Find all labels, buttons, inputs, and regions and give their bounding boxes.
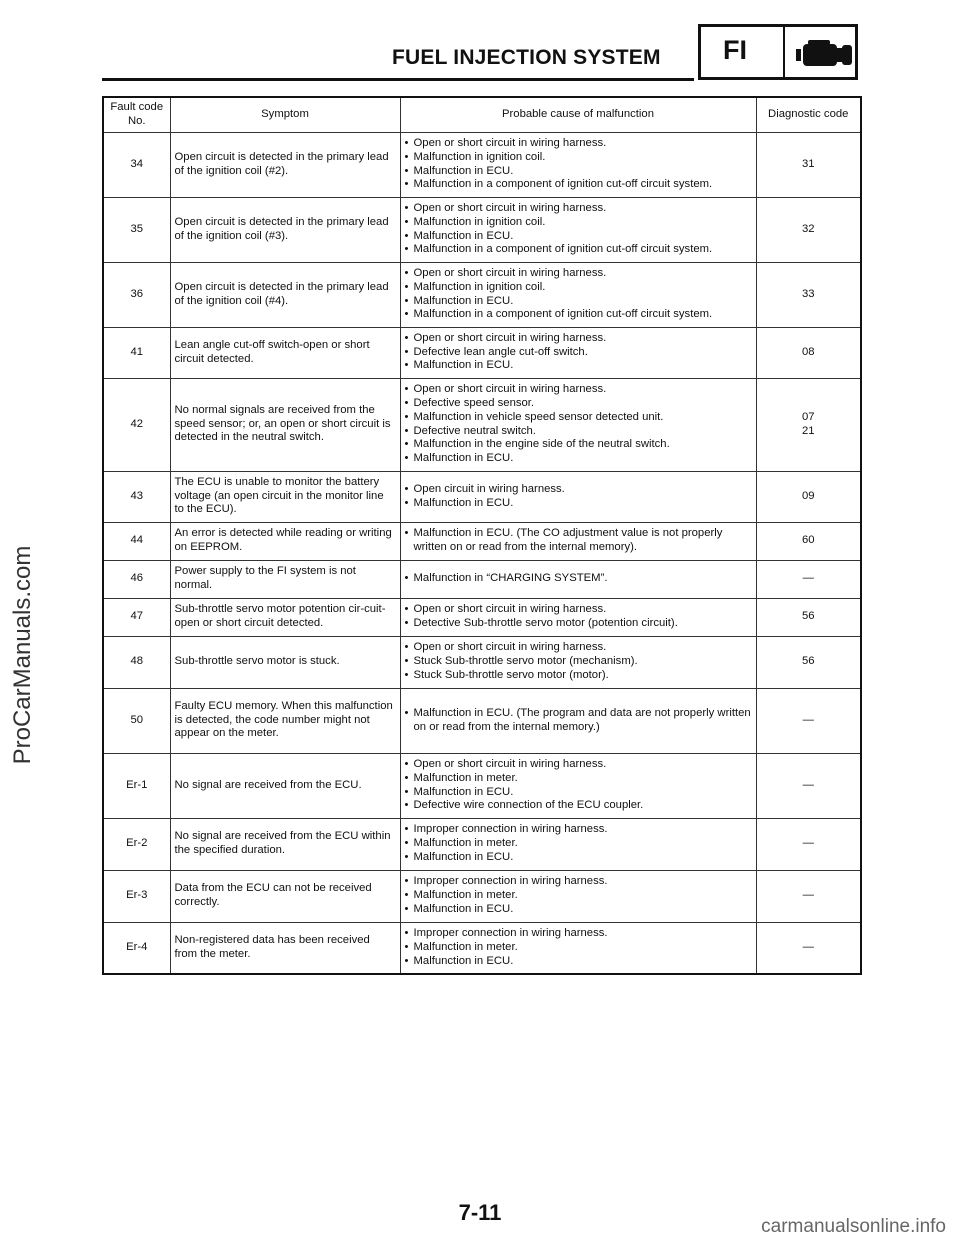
fault-code-cell: 44 [103,522,170,560]
diagnostic-code-cell [756,870,861,922]
side-watermark [0,0,48,1242]
cause-item: • Malfunction in ECU. [405,955,752,969]
table-row [103,378,861,471]
fault-code-cell: 41 [103,327,170,378]
cause-item: • Malfunction in ECU. [405,851,752,865]
cause-item: • Improper connection in wiring harness. [405,823,752,837]
diagnostic-code: — [802,940,814,953]
cause-item: • Improper connection in wiring harness. [405,927,752,941]
cause-list [405,332,752,373]
column-header-symptom: Symptom [170,97,400,132]
diagnostic-code: — [802,713,814,726]
cause-item: • Malfunction in vehicle speed sensor detected unit. [405,411,752,425]
side-watermark-text: ProCarManuals.com [9,545,36,765]
diagnostic-code-cell [756,922,861,974]
cause-item: • Malfunction in ignition coil. [405,281,752,295]
cause-item: • Malfunction in ignition coil. [405,151,752,165]
cause-item: • Open or short circuit in wiring harness. [405,758,752,772]
probable-cause-cell [400,378,756,471]
cause-list [405,641,752,682]
probable-cause-cell [400,598,756,636]
table-row [103,327,861,378]
diagnostic-code: 08 [801,345,815,358]
diagnostic-code: — [802,837,814,850]
table-row [103,753,861,818]
symptom-cell: No normal signals are received from the speed sensor; or, an open or short circuit is detected in the neutral switch. [170,378,400,471]
diagnostic-code-cell [756,378,861,471]
footer-watermark: carmanualsonline.info [761,1216,946,1237]
cause-item: • Malfunction in ECU. [405,165,752,179]
cause-item: • Malfunction in meter. [405,772,752,786]
cause-list [405,572,752,586]
diagnostic-code: 33 [801,287,815,300]
cause-list [405,137,752,192]
probable-cause-cell [400,636,756,688]
diagnostic-code: — [802,778,814,791]
diagnostic-code-cell [756,471,861,522]
fault-code-cell: 43 [103,471,170,522]
symptom-cell: Faulty ECU memory. When this malfunction is detected, the code number might not appear on the meter. [170,688,400,753]
column-header-diagnostic-code: Diagnostic code [756,97,861,132]
cause-item: • Defective speed sensor. [405,397,752,411]
probable-cause-cell [400,870,756,922]
section-code: FI [723,35,747,65]
table-row [103,688,861,753]
cause-item: • Malfunction in ECU. [405,903,752,917]
cause-item: • Malfunction in meter. [405,837,752,851]
badge-divider [783,27,785,77]
diagnostic-code-cell [756,688,861,753]
cause-list [405,603,752,631]
cause-item: • Malfunction in ECU. (The program and data are not properly written on or read from the internal memory.) [405,707,752,735]
table-row [103,818,861,870]
diagnostic-code-cell [756,132,861,197]
cause-item: • Malfunction in ECU. [405,497,752,511]
diagnostic-code: 31 [801,157,815,170]
diagnostic-code-cell [756,522,861,560]
cause-list [405,202,752,257]
cause-list [405,927,752,968]
diagnostic-code-cell [756,818,861,870]
table-row [103,636,861,688]
fault-code-cell: 35 [103,197,170,262]
fault-code-cell: 34 [103,132,170,197]
section-badge [698,24,858,80]
cause-list [405,758,752,813]
table-row [103,522,861,560]
cause-item: • Defective lean angle cut-off switch. [405,346,752,360]
probable-cause-cell [400,262,756,327]
cause-item: • Open circuit in wiring harness. [405,483,752,497]
cause-item: • Malfunction in ignition coil. [405,216,752,230]
cause-item: • Open or short circuit in wiring harness. [405,332,752,346]
symptom-cell: Sub-throttle servo motor potention cir-cuit-open or short circuit detected. [170,598,400,636]
cause-list [405,483,752,511]
cause-list [405,875,752,916]
diagnostic-code-cell [756,262,861,327]
table-row [103,598,861,636]
diagnostic-code: 56 [801,655,815,668]
diagnostic-code: 56 [801,610,815,623]
fault-code-cell: Er-3 [103,870,170,922]
cause-item: • Malfunction in ECU. (The CO adjustment value is not properly written on or read from the internal memory). [405,527,752,555]
cause-item: • Malfunction in ECU. [405,230,752,244]
column-header-fault-code: Fault code No. [103,97,170,132]
diagnostic-code: 07 [801,410,815,423]
diagnostic-code: 32 [801,222,815,235]
cause-item: • Malfunction in meter. [405,889,752,903]
cause-item: • Malfunction in meter. [405,941,752,955]
symptom-cell: Lean angle cut-off switch-open or short circuit detected. [170,327,400,378]
cause-item: • Improper connection in wiring harness. [405,875,752,889]
probable-cause-cell [400,818,756,870]
symptom-cell: No signal are received from the ECU within the specified duration. [170,818,400,870]
cause-item: • Open or short circuit in wiring harness. [405,137,752,151]
symptom-cell: Open circuit is detected in the primary lead of the ignition coil (#2). [170,132,400,197]
cause-list [405,267,752,322]
symptom-cell: An error is detected while reading or writing on EEPROM. [170,522,400,560]
cause-item: • Malfunction in ECU. [405,295,752,309]
symptom-cell: Power supply to the FI system is not normal. [170,560,400,598]
cause-item: • Open or short circuit in wiring harness. [405,202,752,216]
diagnostic-code-cell [756,197,861,262]
engine-icon [794,39,854,69]
cause-item: • Malfunction in ECU. [405,359,752,373]
fault-code-cell: 46 [103,560,170,598]
table-row [103,132,861,197]
cause-item: • Defective wire connection of the ECU coupler. [405,799,752,813]
diagnostic-code: 21 [801,424,815,437]
cause-item: • Malfunction in ECU. [405,786,752,800]
cause-list [405,823,752,864]
probable-cause-cell [400,688,756,753]
probable-cause-cell [400,132,756,197]
symptom-cell: No signal are received from the ECU. [170,753,400,818]
cause-item: • Stuck Sub-throttle servo motor (motor). [405,669,752,683]
diagnostic-code-cell [756,327,861,378]
probable-cause-cell [400,471,756,522]
cause-item: • Open or short circuit in wiring harness. [405,267,752,281]
diagnostic-code: 60 [801,534,815,547]
page-title: FUEL INJECTION SYSTEM [392,46,661,69]
symptom-cell: The ECU is unable to monitor the battery voltage (an open circuit in the monitor line to the ECU). [170,471,400,522]
cause-item: • Malfunction in ECU. [405,452,752,466]
cause-item: • Malfunction in a component of ignition cut-off circuit system. [405,308,752,322]
table-row [103,197,861,262]
cause-item: • Malfunction in “CHARGING SYSTEM”. [405,572,752,586]
header-rule [102,78,694,81]
diagnostic-code-cell [756,636,861,688]
probable-cause-cell [400,327,756,378]
probable-cause-cell [400,197,756,262]
table-row [103,471,861,522]
probable-cause-cell [400,522,756,560]
cause-item: • Open or short circuit in wiring harness. [405,383,752,397]
probable-cause-cell [400,753,756,818]
fault-code-cell: 47 [103,598,170,636]
cause-list [405,707,752,735]
cause-item: • Malfunction in a component of ignition cut-off circuit system. [405,178,752,192]
table-header-row [103,97,861,132]
symptom-cell: Open circuit is detected in the primary lead of the ignition coil (#4). [170,262,400,327]
table-row [103,560,861,598]
fault-code-cell: 36 [103,262,170,327]
symptom-cell: Non-registered data has been received from the meter. [170,922,400,974]
cause-list [405,527,752,555]
diagnostic-code: — [802,572,814,585]
probable-cause-cell [400,560,756,598]
cause-list [405,383,752,466]
fault-code-cell: 50 [103,688,170,753]
diagnostic-code-cell [756,753,861,818]
diagnostic-code-cell [756,598,861,636]
column-header-probable-cause: Probable cause of malfunction [400,97,756,132]
fault-code-cell: 42 [103,378,170,471]
probable-cause-cell [400,922,756,974]
fault-code-cell: Er-1 [103,753,170,818]
cause-item: • Detective Sub-throttle servo motor (potention circuit). [405,617,752,631]
fault-code-cell: Er-4 [103,922,170,974]
page-number: 7-11 [458,1200,502,1225]
symptom-cell: Sub-throttle servo motor is stuck. [170,636,400,688]
cause-item: • Stuck Sub-throttle servo motor (mechanism). [405,655,752,669]
diagnostic-code-cell [756,560,861,598]
table-row [103,922,861,974]
cause-item: • Open or short circuit in wiring harness. [405,641,752,655]
cause-item: • Defective neutral switch. [405,425,752,439]
fault-code-cell: 48 [103,636,170,688]
table-row [103,262,861,327]
fault-code-cell: Er-2 [103,818,170,870]
table-body [103,132,861,974]
diagnostic-code: 09 [801,489,815,502]
symptom-cell: Open circuit is detected in the primary lead of the ignition coil (#3). [170,197,400,262]
fault-code-table [102,96,862,975]
diagnostic-code: — [802,889,814,902]
table-row [103,870,861,922]
cause-item: • Malfunction in a component of ignition cut-off circuit system. [405,243,752,257]
cause-item: • Open or short circuit in wiring harness. [405,603,752,617]
symptom-cell: Data from the ECU can not be received correctly. [170,870,400,922]
cause-item: • Malfunction in the engine side of the neutral switch. [405,438,752,452]
